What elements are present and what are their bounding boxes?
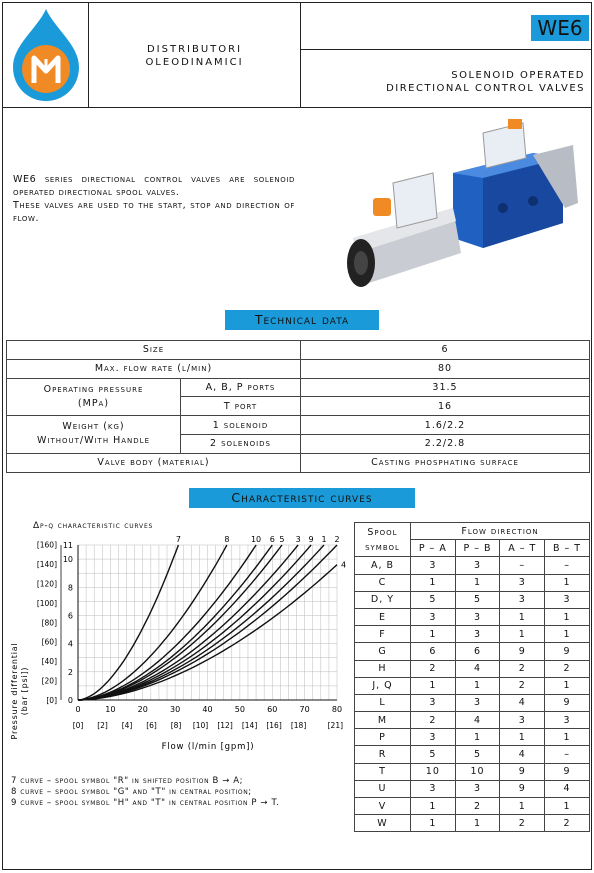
spool-symbol-cell: M xyxy=(355,712,411,729)
flow-curve-cell: 2 xyxy=(411,712,456,729)
table-row xyxy=(355,626,590,643)
curve-label: 6 xyxy=(269,535,275,544)
flow-curve-cell: 3 xyxy=(411,557,456,574)
flow-curve-cell: 2 xyxy=(455,798,500,815)
x-axis-label: Flow (l/min [gpm]) xyxy=(161,742,255,752)
curve-label: 10 xyxy=(250,535,262,544)
y-tick-label: 2 xyxy=(67,667,73,677)
table-row xyxy=(355,557,590,574)
flow-curve-cell: 1 xyxy=(500,729,545,746)
flow-curve-cell: 4 xyxy=(500,746,545,763)
flow-curve-cell: 1 xyxy=(545,608,590,625)
spool-symbol-cell: V xyxy=(355,798,411,815)
flow-curve-cell: 4 xyxy=(455,660,500,677)
flow-curve-cell: 3 xyxy=(411,729,456,746)
spool-symbol-cell: E xyxy=(355,608,411,625)
curve-label: 7 xyxy=(175,535,181,544)
flow-curve-cell: 1 xyxy=(411,574,456,591)
chart-grid xyxy=(78,545,337,700)
flow-curve-cell: 3 xyxy=(500,712,545,729)
flow-curve-cell: 1 xyxy=(545,626,590,643)
note-item: 8 curve – spool symbol "G" and "T" in central position; xyxy=(11,787,252,797)
title-cell xyxy=(89,3,301,107)
flow-curve-cell: 10 xyxy=(411,763,456,780)
flow-curve-cell: 3 xyxy=(500,574,545,591)
flow-curve-cell: 2 xyxy=(500,660,545,677)
flow-curve-cell: 5 xyxy=(411,746,456,763)
table-row xyxy=(355,591,590,608)
y-axis-label: Pressure differential xyxy=(10,642,19,740)
flow-curve-cell: 1 xyxy=(500,626,545,643)
y-tick-label-psi: [160] xyxy=(36,540,57,550)
table-row xyxy=(355,694,590,711)
table-row: Max. flow rate (l/min) 80 xyxy=(7,359,590,378)
flow-curve-cell: 1 xyxy=(455,815,500,832)
flow-curve-cell: – xyxy=(500,557,545,574)
x-tick-label: 40 xyxy=(202,705,213,714)
spool-symbol-cell: G xyxy=(355,643,411,660)
x-tick-label-gpm: [0] xyxy=(72,721,84,730)
curve-label: 4 xyxy=(341,560,347,570)
chart-notes xyxy=(11,776,351,809)
y-tick-label-psi: [100] xyxy=(36,598,57,608)
spool-symbol-cell: A, B xyxy=(355,557,411,574)
header xyxy=(3,3,591,108)
table-header-row: Spool symbol Flow direction xyxy=(355,523,590,540)
x-tick-label: 80 xyxy=(331,705,343,714)
datasheet xyxy=(2,2,592,870)
x-tick-label-gpm: [18] xyxy=(290,721,307,730)
flow-curve-cell: 9 xyxy=(545,643,590,660)
technical-data-table xyxy=(6,340,590,473)
note-item: 9 curve – spool symbol "H" and "T" in central position P → T. xyxy=(11,798,280,808)
y-tick-label-psi: [0] xyxy=(46,696,57,705)
flow-curve-cell: 2 xyxy=(545,660,590,677)
x-tick-label: 10 xyxy=(105,705,116,714)
spool-symbol-cell: W xyxy=(355,815,411,832)
flow-curve-cell: 1 xyxy=(411,626,456,643)
y-tick-label-psi: [40] xyxy=(41,657,57,667)
flow-curve-cell: 3 xyxy=(545,712,590,729)
x-tick-label-gpm: [4] xyxy=(121,721,133,730)
spool-symbol-cell: C xyxy=(355,574,411,591)
flow-curve-cell: 5 xyxy=(411,591,456,608)
spool-table xyxy=(354,522,590,832)
spool-symbol-cell: J, Q xyxy=(355,677,411,694)
flow-curve-cell: 5 xyxy=(455,746,500,763)
flow-curve-cell: 9 xyxy=(545,694,590,711)
flow-curve-cell: 3 xyxy=(411,780,456,797)
flow-curve-cell: 9 xyxy=(500,763,545,780)
flow-curve-cell: 1 xyxy=(455,574,500,591)
intro-paragraph: These valves are used to the start, stop and direction of flow. xyxy=(13,200,295,224)
y-tick-label-psi: [120] xyxy=(36,579,57,589)
table-row xyxy=(355,643,590,660)
x-tick-label-gpm: [12] xyxy=(217,721,233,730)
table-row xyxy=(355,608,590,625)
chart-title: Δp-q characteristic curves xyxy=(33,521,154,531)
flow-curve-cell: 2 xyxy=(411,660,456,677)
table-row xyxy=(355,574,590,591)
x-tick-label-gpm: [8] xyxy=(170,721,182,730)
curve-label: 5 xyxy=(279,535,285,544)
flow-curve-cell: 1 xyxy=(545,729,590,746)
table-row xyxy=(355,660,590,677)
x-tick-label: 50 xyxy=(234,705,245,714)
curve-label: 3 xyxy=(295,535,301,544)
curve-label: 9 xyxy=(308,535,314,544)
flow-curve-cell: 1 xyxy=(500,798,545,815)
flow-curve-cell: 1 xyxy=(411,815,456,832)
y-tick-label: 4 xyxy=(67,639,73,649)
flow-curve-cell: 10 xyxy=(455,763,500,780)
technical-data-heading: Technical data xyxy=(225,310,379,330)
x-tick-label: 30 xyxy=(170,705,181,714)
table-row: Operating pressure (MPa) A, B, P ports 31.5 xyxy=(7,378,590,397)
table-row xyxy=(355,763,590,780)
spool-symbol-cell: H xyxy=(355,660,411,677)
flow-curve-cell: 1 xyxy=(545,677,590,694)
y-tick-label-psi: [20] xyxy=(41,676,57,686)
flow-curve-cell: 3 xyxy=(411,694,456,711)
y-tick-label: 10 xyxy=(62,555,73,565)
spool-symbol-cell: R xyxy=(355,746,411,763)
x-tick-label-gpm: [6] xyxy=(146,721,157,730)
header-subtitle: SOLENOID OPERATED DIRECTIONAL CONTROL VALVES xyxy=(386,70,585,94)
x-tick-label-gpm: [16] xyxy=(266,721,282,730)
spool-symbol-cell: U xyxy=(355,780,411,797)
x-tick-label: 70 xyxy=(299,705,310,714)
flow-curve-cell: 2 xyxy=(500,677,545,694)
y-tick-label-psi: [140] xyxy=(36,559,57,569)
table-row xyxy=(355,746,590,763)
note-item: 7 curve – spool symbol "R" in shifted position B → A; xyxy=(11,776,244,786)
table-row xyxy=(355,798,590,815)
spool-symbol-cell: P xyxy=(355,729,411,746)
flow-curve-cell: 1 xyxy=(411,798,456,815)
flow-curve-cell: 3 xyxy=(455,608,500,625)
curve-label: 2 xyxy=(334,535,340,544)
flow-curve-cell: 3 xyxy=(455,626,500,643)
flow-curve-cell: 1 xyxy=(455,677,500,694)
flow-curve-cell: 3 xyxy=(411,608,456,625)
x-tick-label-gpm: [2] xyxy=(97,721,108,730)
header-title: DISTRIBUTORI OLEODINAMICI xyxy=(145,44,244,68)
flow-curve-cell: 1 xyxy=(545,798,590,815)
flow-curve-cell: 3 xyxy=(545,591,590,608)
spool-symbol-cell: D, Y xyxy=(355,591,411,608)
table-row xyxy=(355,729,590,746)
table-row: T port 16 xyxy=(7,397,590,416)
flow-curve-cell: 1 xyxy=(545,574,590,591)
flow-curve-cell: 3 xyxy=(455,780,500,797)
flow-curve-cell: – xyxy=(545,746,590,763)
flow-curve-cell: 9 xyxy=(500,780,545,797)
flow-curve-cell: 5 xyxy=(455,591,500,608)
y-tick-label: 6 xyxy=(67,611,73,621)
table-row: Size 6 xyxy=(7,341,590,360)
intro-text xyxy=(13,173,295,225)
spool-symbol-cell: L xyxy=(355,694,411,711)
flow-curve-cell: 6 xyxy=(455,643,500,660)
characteristic-chart xyxy=(3,531,353,771)
curve-line xyxy=(78,545,311,700)
characteristic-curves-heading: Characteristic curves xyxy=(189,488,415,508)
flow-curve-cell: 1 xyxy=(411,677,456,694)
divider xyxy=(301,49,591,50)
flow-curve-cell: 4 xyxy=(455,712,500,729)
y-tick-label: 11 xyxy=(62,541,73,550)
spool-symbol-cell: T xyxy=(355,763,411,780)
model-badge: WE6 xyxy=(531,15,589,41)
flow-curve-cell: 2 xyxy=(545,815,590,832)
spool-symbol-cell: F xyxy=(355,626,411,643)
flow-curve-cell: – xyxy=(545,557,590,574)
company-logo-icon xyxy=(3,3,89,107)
flow-curve-cell: 2 xyxy=(500,815,545,832)
flow-curve-cell: 4 xyxy=(500,694,545,711)
x-tick-label: 0 xyxy=(75,705,81,714)
table-row xyxy=(355,677,590,694)
flow-curve-cell: 6 xyxy=(411,643,456,660)
x-tick-label-gpm: [21] xyxy=(327,721,344,730)
y-tick-label: 8 xyxy=(67,583,73,593)
logo xyxy=(3,3,89,107)
x-tick-label-gpm: [14] xyxy=(241,721,258,730)
intro-paragraph: WE6 series directional control valves are solenoid operated directional spool valves. xyxy=(13,174,295,198)
y-tick-label-psi: [60] xyxy=(41,637,57,647)
valve-image xyxy=(333,113,583,298)
flow-curve-cell: 1 xyxy=(500,608,545,625)
y-axis-label-unit: (bar [psi]) xyxy=(20,666,29,716)
table-row: 2 solenoids 2.2/2.8 xyxy=(7,434,590,453)
table-row xyxy=(355,780,590,797)
model-cell xyxy=(301,3,591,107)
curve-label: 8 xyxy=(224,535,230,544)
y-tick-label: 0 xyxy=(67,696,73,705)
table-header-row: P – A P – B A – T B – T xyxy=(355,540,590,557)
table-row xyxy=(355,712,590,729)
curve-label: 1 xyxy=(321,535,327,544)
flow-curve-cell: 4 xyxy=(545,780,590,797)
flow-curve-cell: 9 xyxy=(500,643,545,660)
y-tick-label-psi: [80] xyxy=(41,618,57,628)
flow-curve-cell: 3 xyxy=(500,591,545,608)
x-tick-label-gpm: [10] xyxy=(192,721,209,730)
flow-curve-cell: 3 xyxy=(455,694,500,711)
flow-curve-cell: 3 xyxy=(455,557,500,574)
x-tick-label: 20 xyxy=(137,705,148,714)
x-tick-label: 60 xyxy=(267,705,278,714)
table-row: Weight (kg) Without/With Handle 1 solenoid 1.6/2.2 xyxy=(7,416,590,435)
table-row xyxy=(355,815,590,832)
flow-curve-cell: 9 xyxy=(545,763,590,780)
table-row: Valve body (material) Casting phosphating surface xyxy=(7,453,590,472)
flow-curve-cell: 1 xyxy=(455,729,500,746)
curve-line xyxy=(78,545,324,700)
